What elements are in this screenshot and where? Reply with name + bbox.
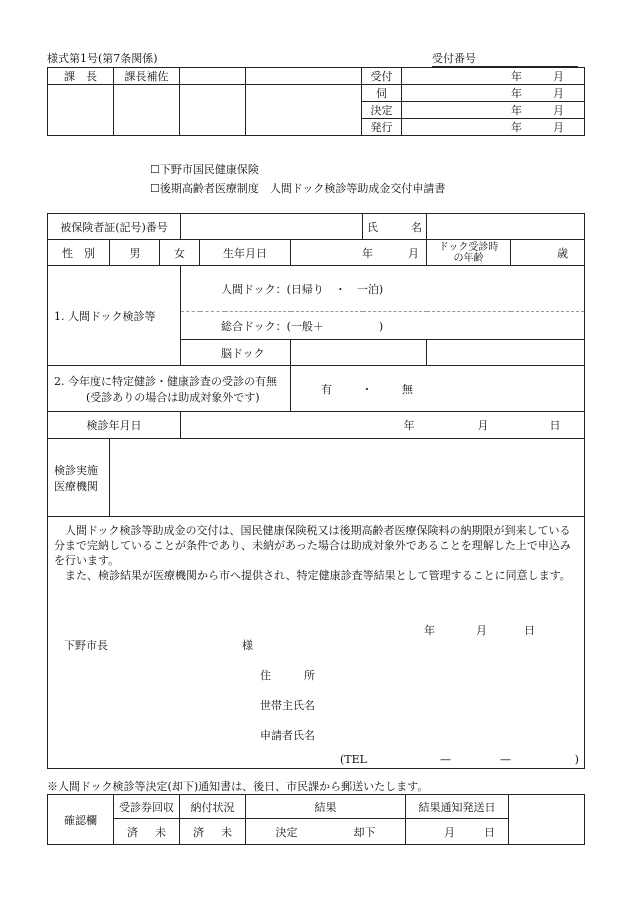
- tel-open: (TEL: [340, 753, 367, 766]
- notyet-label: 未: [155, 825, 166, 839]
- deputy-header: 課長補佐: [114, 68, 180, 85]
- dock-option-text: 人間ドック：(日帰り ・ 一泊): [221, 282, 384, 296]
- general-dock-text: 総合ドック：(一般＋ ): [221, 319, 384, 333]
- checkbox-icon[interactable]: ☐: [150, 182, 160, 195]
- form-number-label: 様式第1号(第7条関係): [47, 52, 158, 65]
- dash-2: —: [499, 753, 511, 766]
- result-status[interactable]: [246, 819, 406, 845]
- stamp-3[interactable]: [180, 85, 246, 136]
- specific-checkup-question: [48, 366, 291, 412]
- day-label: [419, 245, 427, 261]
- voucher-status[interactable]: [114, 819, 180, 845]
- year-label: 年: [511, 104, 522, 117]
- application-table: [47, 213, 585, 769]
- dock-day-overnight-option[interactable]: [181, 266, 585, 312]
- answer-yes[interactable]: 有: [321, 382, 333, 396]
- household-head-label: 世帯主氏名: [260, 699, 315, 712]
- facility-input[interactable]: [110, 439, 585, 517]
- inquiry-label: 伺: [362, 85, 402, 102]
- notyet-label: 未: [221, 825, 232, 839]
- brain-dock-text: 脳ドック: [221, 346, 265, 360]
- day-label: 日: [549, 419, 561, 432]
- notify-date-header: 結果通知発送日: [406, 795, 509, 819]
- receipt-number-field[interactable]: [432, 50, 578, 67]
- day-label: 日: [484, 825, 495, 839]
- birth-label: 生年月日: [200, 240, 291, 266]
- female-label: 女: [174, 246, 186, 260]
- received-label: 受付: [362, 68, 402, 85]
- declaration-para1: 人間ドック検診等助成金の交付は、国民健康保険税又は後期高齢者医療保険料の納期限が到来している分まで完納していることが条件であり、未納があった場合は助成対象外であることを理解した上で申込みを行います。: [54, 524, 571, 567]
- applicant-label: 申請者氏名: [260, 729, 315, 742]
- birth-date-input[interactable]: [291, 240, 427, 266]
- year-label: 年: [511, 87, 522, 100]
- blank-header-2: [246, 68, 362, 85]
- mayor-label: 下野市長: [64, 639, 108, 652]
- notice-text: ※人間ドック検診等決定(却下)通知書は、後日、市民課から郵送いたします。: [47, 780, 429, 793]
- answer-no[interactable]: 無: [402, 382, 414, 396]
- month-label: 月: [477, 419, 489, 432]
- general-dock-option[interactable]: [181, 312, 585, 340]
- title-line2: 後期高齢者医療制度 人間ドック検診等助成金交付申請書: [159, 182, 446, 195]
- exam-type-label: 1. 人間ドック検診等: [48, 266, 181, 366]
- day-label: [564, 102, 585, 118]
- received-date[interactable]: [402, 68, 585, 85]
- decision-date[interactable]: [402, 102, 585, 119]
- approval-table: [47, 67, 585, 136]
- dock-age-label: [427, 240, 511, 266]
- dash-1: —: [439, 753, 451, 766]
- declaration-para2: また、検診結果が医療機関から市へ提供され、特定健康診査等結果として管理することに同意します。: [54, 569, 571, 582]
- year-label: 年: [424, 624, 435, 637]
- month-label: 月: [553, 121, 564, 134]
- year-label: 年: [511, 70, 522, 83]
- done-label: 済: [127, 825, 138, 839]
- brain-dock-option[interactable]: [181, 340, 291, 366]
- day-label: [564, 119, 585, 135]
- month-label: 月: [553, 104, 564, 117]
- deputy-stamp[interactable]: [114, 85, 180, 136]
- year-label: 年: [511, 121, 522, 134]
- specific-checkup-answer[interactable]: [291, 366, 585, 412]
- brain-dock-blank-1[interactable]: [291, 340, 427, 366]
- phone-field[interactable]: [340, 753, 579, 766]
- separator-dot: ・: [361, 382, 373, 396]
- exam-date-input[interactable]: [181, 412, 585, 439]
- month-label: 月: [444, 825, 455, 839]
- confirmation-table: [47, 794, 585, 845]
- month-label: 月: [408, 246, 420, 260]
- payment-status[interactable]: [180, 819, 246, 845]
- day-label: 日: [524, 624, 535, 637]
- checkbox-icon[interactable]: ☐: [150, 163, 160, 176]
- dock-age-label-line2: の年齢: [453, 252, 484, 264]
- payment-header: 納付状況: [180, 795, 246, 819]
- tel-close: ): [574, 753, 579, 766]
- question-line2: (受診ありの場合は助成対象外です): [86, 390, 260, 404]
- name-input[interactable]: [427, 214, 585, 240]
- sex-label: 性 別: [48, 240, 110, 266]
- chief-stamp[interactable]: [48, 85, 114, 136]
- declaration-text: [54, 523, 580, 583]
- result-header: 結果: [246, 795, 406, 819]
- insurance-number-label: 被保険者証(記号)番号: [48, 214, 181, 240]
- issue-label: 発行: [362, 119, 402, 136]
- decision-label: 決定: [362, 102, 402, 119]
- age-unit: 歳: [557, 246, 569, 260]
- day-label: [564, 68, 585, 84]
- declaration-box: [48, 517, 585, 769]
- option-national-health[interactable]: [150, 161, 259, 177]
- female-option[interactable]: [160, 240, 200, 266]
- issue-date[interactable]: [402, 119, 585, 136]
- receipt-number-label: 受付番号: [432, 52, 476, 65]
- month-label: 月: [553, 87, 564, 100]
- decided-label: 決定: [275, 825, 298, 839]
- title-line1: 下野市国民健康保険: [159, 163, 259, 176]
- confirm-blank[interactable]: [509, 795, 585, 845]
- rejected-label: 却下: [353, 825, 376, 839]
- confirm-label: 確認欄: [48, 795, 114, 845]
- month-label: 月: [476, 624, 487, 637]
- month-label: 月: [553, 70, 564, 83]
- day-label: [564, 85, 585, 101]
- blank-header-1: [180, 68, 246, 85]
- honorific-label: 様: [242, 639, 253, 652]
- address-label: 住 所: [260, 669, 315, 682]
- question-line1: 2. 今年度に特定健診・健康診査の受診の有無: [54, 374, 277, 388]
- year-label: 年: [362, 246, 374, 260]
- facility-label: [48, 439, 110, 517]
- stamp-4[interactable]: [246, 85, 362, 136]
- inquiry-date[interactable]: [402, 85, 585, 102]
- year-label: 年: [403, 419, 415, 432]
- option-late-elderly[interactable]: [150, 180, 445, 196]
- facility-label-line1: 検診実施: [54, 463, 98, 477]
- notify-date-input[interactable]: [406, 819, 509, 845]
- facility-label-line2: 医療機関: [54, 479, 98, 493]
- male-label: 男: [129, 246, 141, 260]
- chief-header: 課 長: [48, 68, 114, 85]
- male-option[interactable]: [110, 240, 160, 266]
- age-input[interactable]: [511, 240, 585, 266]
- voucher-header: 受診券回収: [114, 795, 180, 819]
- dock-age-label-line1: ドック受診時: [438, 241, 499, 253]
- exam-date-label: 検診年月日: [48, 412, 181, 439]
- done-label: 済: [193, 825, 204, 839]
- name-label: 氏 名: [363, 214, 427, 240]
- application-date[interactable]: [424, 622, 535, 638]
- brain-dock-blank-2[interactable]: [427, 340, 585, 366]
- insurance-number-input[interactable]: [181, 214, 363, 240]
